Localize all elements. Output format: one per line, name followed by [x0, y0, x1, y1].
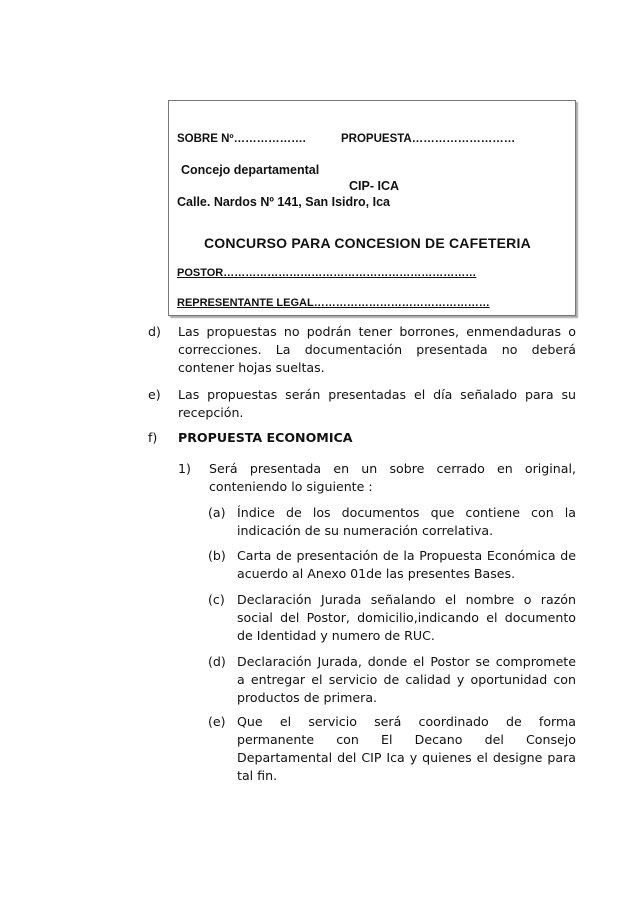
list-item-text: Que el servicio será coordinado de forma permanente con El Decano del Consejo Departamental del CIP Ica y quienes el designe para tal fin.: [237, 714, 576, 783]
section-title: PROPUESTA ECONOMICA: [178, 430, 353, 445]
list-marker: (d): [208, 654, 226, 669]
list-item-e: [148, 386, 576, 422]
list-marker: (e): [208, 714, 226, 729]
list-item-text: Será presentada en un sobre cerrado en original, conteniendo lo siguiente :: [209, 461, 576, 494]
list-marker: d): [148, 324, 161, 339]
list-item-text: Declaración Jurada, donde el Postor se compromete a entregar el servicio de calidad y oportunidad con productos de primera.: [237, 654, 576, 705]
list-marker: 1): [178, 461, 191, 476]
sub-item-d: [208, 653, 576, 707]
list-marker: (a): [208, 505, 226, 520]
list-item-text: Las propuestas serán presentadas el día señalado para su recepción.: [178, 387, 576, 420]
propuesta-label: PROPUESTA………………………: [341, 133, 516, 145]
representative-field: REPRESENTANTE LEGAL…………………………………………: [177, 297, 490, 309]
sub-item-b: [208, 547, 576, 583]
sub-item-1: [178, 460, 576, 496]
organization-name: Concejo departamental: [181, 163, 320, 177]
organization-acronym: CIP- ICA: [349, 179, 399, 193]
postor-field: POSTOR……………………………………………………………: [177, 267, 477, 279]
list-item-text: Índice de los documentos que contiene con la indicación de su numeración correlativa.: [237, 505, 576, 538]
list-item-f: [148, 429, 576, 447]
sub-item-c: [208, 591, 576, 645]
sobre-number-label: SOBRE Nº……………….: [177, 133, 306, 145]
list-marker: (c): [208, 592, 225, 607]
list-item-text: Carta de presentación de la Propuesta Económica de acuerdo al Anexo 01de las presentes Bases.: [237, 548, 576, 581]
list-item-text: Declaración Jurada señalando el nombre o razón social del Postor, domicilio,indicando el documento de Identidad y numero de RUC.: [237, 592, 576, 643]
list-item-d: [148, 323, 576, 377]
list-marker: (b): [208, 548, 226, 563]
list-marker: f): [148, 430, 158, 445]
sub-item-e: [208, 713, 576, 785]
organization-address: Calle. Nardos Nº 141, San Isidro, Ica: [177, 195, 390, 209]
envelope-label-box: [168, 100, 576, 316]
list-marker: e): [148, 387, 161, 402]
contest-title: CONCURSO PARA CONCESION DE CAFETERIA: [204, 235, 531, 251]
sub-item-a: [208, 504, 576, 540]
list-item-text: Las propuestas no podrán tener borrones, enmendaduras o correcciones. La documentación presentada no deberá contener hojas sueltas.: [178, 324, 576, 375]
